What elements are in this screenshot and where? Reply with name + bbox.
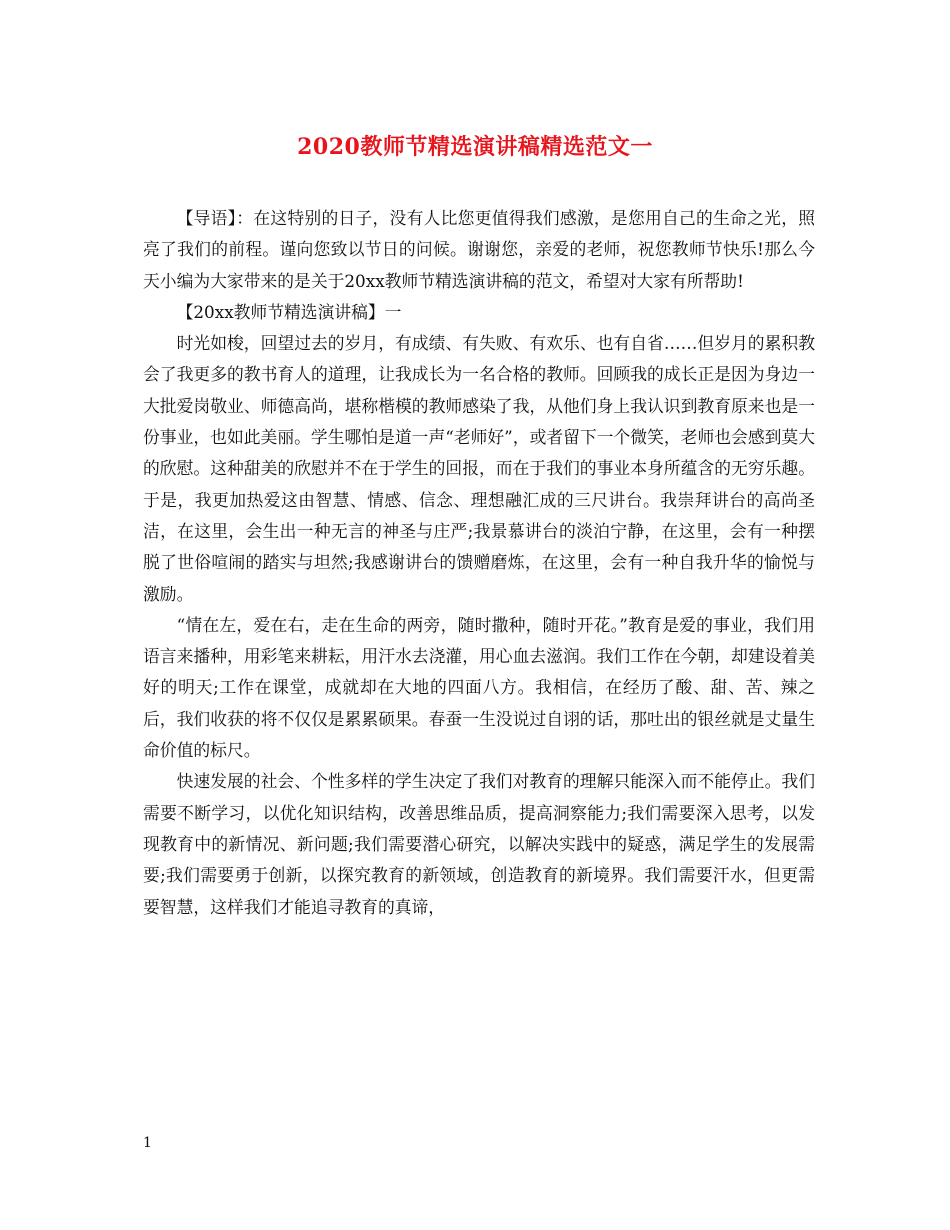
- paragraph-section-heading: 【20xx教师节精选演讲稿】一: [176, 301, 402, 322]
- paragraph-3: 快速发展的社会、个性多样的学生决定了我们对教育的理解只能深入而不能停止。我们需要不断学习，以优化知识结构，改善思维品质，提高洞察能力;我们需要深入思考，以发现教育中的新情况、新问题;我们需要潜心研究，以解决实践中的疑惑，满足学生的发展需要;我们需要勇于创新，以探究教育的新领域，创造教育的新境界。我们需要汗水，但更需要智慧，这样我们才能追寻教育的真谛，: [143, 771, 815, 917]
- paragraph-2: “情在左，爱在右，走在生命的两旁，随时撒种，随时开花。”教育是爱的事业，我们用语言来播种，用彩笔来耕耘，用汗水去浇灌，用心血去滋润。我们工作在今朝，却建设着美好的明天;工作在课堂，成就却在大地的四面八方。我相信，在经历了酸、甜、苦、辣之后，我们收获的将不仅仅是累累硕果。春蚕一生没说过自诩的话，那吐出的银丝就是丈量生命价值的标尺。: [143, 614, 815, 761]
- document-title: 2020教师节精选演讲稿精选范文一: [297, 134, 653, 160]
- document-body: [143, 203, 815, 923]
- paragraph-intro: 【导语】：在这特别的日子，没有人比您更值得我们感激，是您用自己的生命之光，照亮了我们的前程。谨向您致以节日的问候。谢谢您，亲爱的老师，祝您教师节快乐!那么今天小编为大家带来的是关于20xx教师节精选演讲稿的范文，希望对大家有所帮助!: [143, 208, 815, 291]
- paragraph-1: 时光如梭，回望过去的岁月，有成绩、有失败、有欢乐、也有自省……但岁月的累积教会了我更多的教书育人的道理，让我成长为一名合格的教师。回顾我的成长正是因为身边一大批爱岗敬业、师德高尚，堪称楷模的教师感染了我，从他们身上我认识到教育原来也是一份事业，也如此美丽。学生哪怕是道一声“老师好”，或者留下一个微笑，老师也会感到莫大的欣慰。这种甜美的欣慰并不在于学生的回报，而在于我们的事业本身所蕴含的无穷乐趣。于是，我更加热爱这由智慧、情感、信念、理想融汇成的三尺讲台。我崇拜讲台的高尚圣洁，在这里，会生出一种无言的神圣与庄严;我景慕讲台的淡泊宁静，在这里，会有一种摆脱了世俗喧闹的踏实与坦然;我感谢讲台的馈赠磨炼，在这里，会有一种自我升华的愉悦与激励。: [143, 333, 815, 604]
- page-number: 1: [143, 1135, 152, 1151]
